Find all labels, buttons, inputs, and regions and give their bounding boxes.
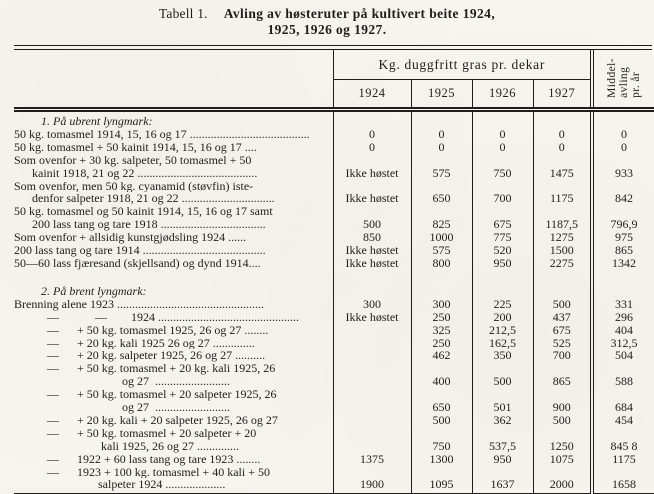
section-gap-row	[14, 270, 654, 282]
value-cell: 588	[615, 374, 634, 389]
value-cell: 1300	[411, 453, 472, 466]
mean-yield-header	[592, 50, 654, 110]
value-cell: 675	[533, 324, 592, 337]
empty-cell	[472, 282, 533, 298]
value-cell: 684	[615, 400, 634, 414]
value-cell: 1187,5	[533, 205, 592, 231]
value-cell: 1375	[333, 453, 411, 466]
value-cell: 865	[615, 244, 634, 257]
value-cell: 650	[411, 180, 472, 206]
empty-cell	[333, 282, 411, 298]
value-cell: 0	[472, 128, 533, 141]
value-cell: 350	[472, 349, 533, 362]
empty-cell	[472, 110, 533, 128]
row-label-line: 50 kg. tomasmel og 50 kainit 1914, 15, 16 og 17 samt	[14, 205, 273, 219]
table-row	[14, 311, 654, 324]
value-cell: 250	[411, 337, 472, 350]
row-label	[14, 414, 333, 427]
value-cell: 2000	[533, 466, 592, 494]
value-cell	[333, 324, 411, 337]
value-cell: 0	[533, 128, 592, 141]
table-caption	[0, 0, 654, 38]
year-column-header: 1927	[533, 80, 592, 110]
value-cell: 1000	[411, 231, 472, 244]
value-cell: 1637	[472, 466, 533, 494]
value-cell: 212,5	[472, 324, 533, 337]
value-cell: 400	[411, 362, 472, 388]
row-label-line: — + 20 kg. kali + 20 salpeter 1925, 26 og 27	[14, 413, 278, 427]
row-label-line: 50—60 lass fjæresand (skjellsand) og dynd 1914....	[14, 256, 261, 270]
row-label-line: 200 lass tang og tare 1914 .........................................	[14, 244, 266, 257]
value-cell: 825	[411, 205, 472, 231]
empty-cell	[592, 110, 654, 128]
row-label-line: — — 1924 ...............................................	[14, 310, 299, 324]
value-cell: 525	[533, 337, 592, 350]
section-heading	[14, 282, 333, 298]
table-row	[14, 466, 654, 494]
row-label	[14, 257, 333, 270]
value-cell: 1275	[533, 231, 592, 244]
section-heading-row	[14, 110, 654, 128]
row-label-line: — + 50 kg. tomasmel 1925, 26 og 27 ........	[14, 323, 269, 337]
row-label-line: — + 50 kg. tomasmel + 20 salpeter + 20	[14, 426, 257, 440]
table-row	[14, 154, 654, 180]
table-row	[14, 414, 654, 427]
value-cell: Ikke høstet	[333, 154, 411, 180]
row-label	[14, 453, 333, 466]
table-row	[14, 244, 654, 257]
value-cell: 650	[411, 388, 472, 414]
value-cell: 312,5	[610, 336, 638, 350]
value-cell: 950	[472, 257, 533, 270]
value-cell: 575	[411, 244, 472, 257]
row-label	[14, 141, 333, 154]
value-cell: 501	[472, 388, 533, 414]
row-label	[14, 231, 333, 244]
row-label	[14, 427, 333, 453]
value-cell: 1900	[333, 466, 411, 494]
value-cell: 325	[411, 324, 472, 337]
row-label-line: Som ovenfor, men 50 kg. cyanamid (støvfin) iste-	[14, 179, 254, 193]
value-cell: 162,5	[472, 337, 533, 350]
row-label	[14, 324, 333, 337]
row-label-line: Som ovenfor + 30 kg. salpeter, 50 tomasmel + 50	[14, 153, 252, 167]
value-cell: 250	[411, 311, 472, 324]
column-group-header: Kg. duggfritt gras pr. dekar	[333, 50, 592, 80]
value-cell: 975	[615, 231, 634, 245]
empty-cell	[472, 270, 533, 282]
year-column-header: 1924	[333, 80, 411, 110]
value-cell: Ikke høstet	[333, 257, 411, 270]
value-cell	[333, 414, 411, 427]
caption-line1	[0, 6, 654, 22]
row-label	[14, 128, 333, 141]
value-cell: 950	[472, 453, 533, 466]
row-label-line: 50 kg. tomasmel + 50 kainit 1914, 15, 16 og 17 ....	[14, 140, 257, 154]
value-cell: 0	[411, 141, 472, 154]
value-cell: 850	[333, 231, 411, 244]
value-cell: 0	[472, 141, 533, 154]
row-label	[14, 311, 333, 324]
row-label-line: — 1922 + 60 lass tang og tare 1923 ........	[14, 452, 261, 466]
value-cell: 700	[533, 349, 592, 362]
row-label	[14, 205, 333, 231]
table-row	[14, 180, 654, 206]
row-label-line: og 27 .........................	[14, 375, 230, 389]
mean-yield-header-line: Middel-	[606, 57, 619, 98]
section-heading-row	[14, 282, 654, 298]
value-cell: 933	[615, 165, 634, 180]
table-row	[14, 128, 654, 141]
value-cell: Ikke høstet	[333, 311, 411, 324]
row-label-line: kainit 1918, 21 og 22 ........................................	[14, 166, 258, 180]
value-cell: Ikke høstet	[333, 244, 411, 257]
section-heading	[14, 110, 333, 128]
value-cell	[333, 388, 411, 414]
value-cell: 331	[615, 297, 634, 311]
caption-title: Avling av høsteruter på kultivert beite 1924,	[223, 6, 496, 21]
value-cell: 0	[333, 128, 411, 141]
row-label	[14, 362, 333, 388]
label-column-header-empty	[14, 50, 333, 110]
value-cell: 404	[615, 323, 634, 337]
value-cell: 575	[411, 154, 472, 180]
table-row	[14, 427, 654, 453]
value-cell: 1475	[533, 154, 592, 180]
value-cell: 1342	[612, 256, 637, 270]
value-cell: 775	[472, 231, 533, 244]
value-cell: 1075	[533, 453, 592, 466]
value-cell	[333, 427, 411, 453]
value-cell: 500	[533, 414, 592, 427]
caption-line2: 1925, 1926 og 1927.	[267, 22, 387, 37]
row-label	[14, 154, 333, 180]
value-cell: 0	[621, 140, 628, 154]
table-row	[14, 298, 654, 311]
mean-yield-header-text	[606, 58, 642, 98]
row-label-line: Brenning alene 1923 .................................................	[14, 297, 264, 311]
value-cell: 0	[621, 127, 628, 141]
value-cell: 300	[411, 298, 472, 311]
empty-cell	[533, 282, 592, 298]
value-cell: 362	[472, 414, 533, 427]
value-cell: 0	[411, 128, 472, 141]
value-cell: 1658	[592, 466, 654, 494]
value-cell	[333, 362, 411, 388]
empty-cell	[592, 282, 654, 298]
mean-yield-header-line: pr. år	[630, 71, 643, 98]
empty-cell	[333, 110, 411, 128]
table-row	[14, 388, 654, 414]
row-label-line: denfor salpeter 1918, 21 og 22 ...............................	[14, 192, 275, 206]
value-cell: 842	[615, 191, 634, 206]
row-label	[14, 298, 333, 311]
value-cell: 0	[533, 141, 592, 154]
table-row	[14, 141, 654, 154]
value-cell: 750	[472, 154, 533, 180]
row-label-line: kali 1925, 26 og 27 ..............	[14, 439, 239, 453]
year-column-header: 1926	[472, 80, 533, 110]
value-cell: 462	[411, 349, 472, 362]
value-cell: 537,5	[472, 427, 533, 453]
row-label-line: — 1923 + 100 kg. tomasmel + 40 kali + 50	[14, 465, 270, 479]
value-cell: 800	[411, 257, 472, 270]
section-heading-text: 1. På ubrent lyngmark:	[14, 115, 153, 128]
mean-yield-header-line: avling	[618, 66, 631, 98]
year-column-header: 1925	[411, 80, 472, 110]
row-label-line: Som ovenfor + allsidig kunstgjødsling 1924 ......	[14, 231, 247, 245]
table-body	[14, 110, 654, 494]
value-cell: 1500	[533, 244, 592, 257]
data-table	[14, 50, 654, 494]
row-label-line: og 27 .........................	[14, 401, 230, 414]
table-header	[14, 50, 654, 110]
section-heading-text: 2. På brent lyngmark:	[14, 284, 147, 298]
value-cell: 500	[533, 298, 592, 311]
table-row	[14, 257, 654, 270]
value-cell: 1250	[533, 427, 592, 453]
row-label-line: 200 lass tang og tare 1918 ...................................	[14, 218, 266, 232]
table-row	[14, 231, 654, 244]
table-row	[14, 324, 654, 337]
table-row	[14, 337, 654, 350]
value-cell: 500	[411, 414, 472, 427]
value-cell	[333, 337, 411, 350]
table-row	[14, 362, 654, 388]
empty-cell	[411, 110, 472, 128]
value-cell: 504	[615, 349, 634, 363]
value-cell: 454	[615, 413, 634, 427]
row-label-line: — + 50 kg. tomasmel + 20 kg. kali 1925, 26	[14, 362, 276, 376]
table-row	[14, 453, 654, 466]
empty-cell	[411, 282, 472, 298]
value-cell: 437	[533, 311, 592, 324]
value-cell: 865	[533, 362, 592, 388]
value-cell: 500	[472, 362, 533, 388]
value-cell: 296	[615, 310, 634, 324]
value-cell: 750	[411, 427, 472, 453]
empty-cell	[533, 270, 592, 282]
row-label-line: — + 20 kg. kali 1925 26 og 27 ..............	[14, 336, 255, 350]
row-label	[14, 349, 333, 362]
value-cell: 796,9	[610, 217, 638, 232]
row-label-line: — + 20 kg. salpeter 1925, 26 og 27 ..........	[14, 349, 266, 363]
table-row	[14, 205, 654, 231]
table-row	[14, 349, 654, 362]
value-cell: 700	[472, 180, 533, 206]
row-label	[14, 180, 333, 206]
empty-cell	[592, 270, 654, 282]
row-label-line: salpeter 1924 ....................	[14, 478, 226, 492]
value-cell: 225	[472, 298, 533, 311]
value-cell: 500	[333, 205, 411, 231]
empty-cell	[533, 110, 592, 128]
value-cell: Ikke høstet	[333, 180, 411, 206]
value-cell: 200	[472, 311, 533, 324]
value-cell	[333, 349, 411, 362]
row-label	[14, 466, 333, 494]
value-cell: 300	[333, 298, 411, 311]
empty-cell	[333, 270, 411, 282]
caption-prefix: Tabell 1.	[158, 6, 208, 21]
value-cell: 1175	[533, 180, 592, 206]
row-label	[14, 244, 333, 257]
row-label-line: 50 kg. tomasmel 1914, 15, 16 og 17 ........................................	[14, 127, 310, 141]
value-cell: 845 8	[610, 438, 638, 453]
row-label-line: — + 50 kg. tomasmel + 20 salpeter 1925, 26	[14, 388, 277, 402]
empty-cell	[411, 270, 472, 282]
row-label	[14, 337, 333, 350]
value-cell: 900	[533, 388, 592, 414]
value-cell: 1095	[411, 466, 472, 494]
empty-cell	[14, 270, 333, 282]
value-cell: 1175	[612, 452, 636, 466]
value-cell: 0	[333, 141, 411, 154]
value-cell: 675	[472, 205, 533, 231]
value-cell: 2275	[533, 257, 592, 270]
row-label	[14, 388, 333, 414]
value-cell: 520	[472, 244, 533, 257]
